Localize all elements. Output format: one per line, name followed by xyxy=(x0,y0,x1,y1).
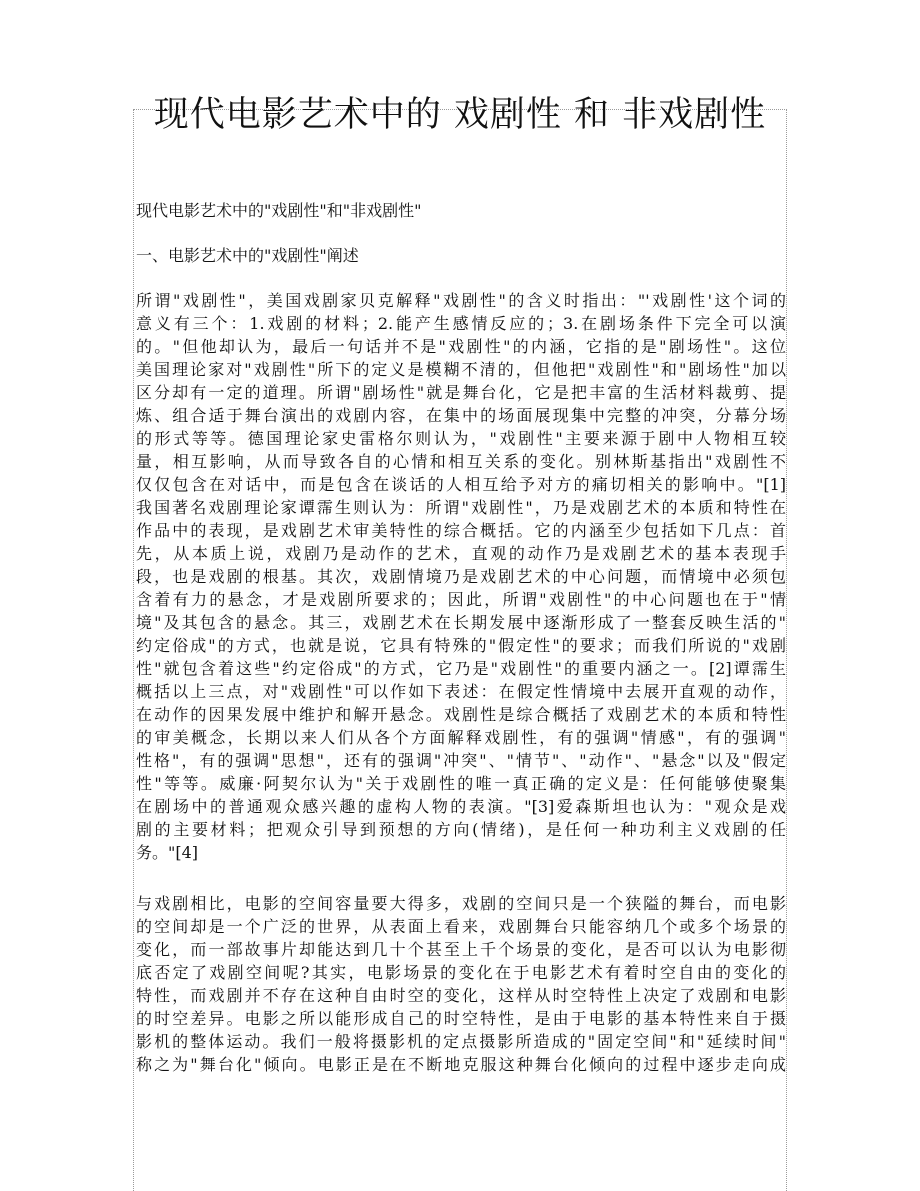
text-line: 性格"，有的强调"思想"，还有的强调"冲突"、"情节"、"动作"、"悬念"以及"假定 xyxy=(136,751,786,770)
page-frame-right xyxy=(786,109,787,1191)
document-title: 现代电影艺术中的 戏剧性 和 非戏剧性 xyxy=(153,95,767,135)
text-line: 底否定了戏剧空间呢?其实，电影场景的变化在于电影艺术有着时空自由的变化的 xyxy=(136,963,786,982)
text-line: 的空间却是一个广泛的世界，从表面上看来，戏剧舞台只能容纳几个或多个场景的 xyxy=(136,917,786,936)
text-line: 先，从本质上说，戏剧乃是动作的艺术，直观的动作乃是戏剧艺术的基本表现手 xyxy=(136,544,786,563)
section-heading: 一、电影艺术中的"戏剧性"阐述 xyxy=(136,246,359,265)
text-line: 概括以上三点，对"戏剧性"可以作如下表述：在假定性情境中去展开直观的动作， xyxy=(136,682,786,701)
text-line: 量，相互影响，从而导致各自的心情和相互关系的变化。别林斯基指出"戏剧性不 xyxy=(136,452,786,471)
text-line: 美国理论家对"戏剧性"所下的定义是模糊不清的，但他把"戏剧性"和"剧场性"加以 xyxy=(136,360,786,379)
text-line: 与戏剧相比，电影的空间容量要大得多，戏剧的空间只是一个狭隘的舞台，而电影 xyxy=(136,894,786,913)
text-line: 的形式等等。德国理论家史雷格尔则认为，"戏剧性"主要来源于剧中人物相互较 xyxy=(136,429,786,448)
text-line: 作品中的表现，是戏剧艺术审美特性的综合概括。它的内涵至少包括如下几点：首 xyxy=(136,521,786,540)
text-line: 务。"[4] xyxy=(136,843,199,862)
text-line: 的。"但他却认为，最后一句话并不是"戏剧性"的内涵，它指的是"剧场性"。这位 xyxy=(136,337,786,356)
document-subtitle: 现代电影艺术中的"戏剧性"和"非戏剧性" xyxy=(136,201,422,220)
text-line: 所谓"戏剧性"，美国戏剧家贝克解释"戏剧性"的含义时指出："'戏剧性'这个词的 xyxy=(136,291,786,310)
text-line: 炼、组合适于舞台演出的戏剧内容，在集中的场面展现集中完整的冲突，分幕分场 xyxy=(136,406,786,425)
text-line: 剧的主要材料；把观众引导到预想的方向(情绪)，是任何一种功利主义戏剧的任 xyxy=(136,820,786,839)
text-line: 仅仅包含在对话中，而是包含在谈话的人相互给予对方的痛切相关的影响中。"[1] xyxy=(136,475,786,494)
text-line: 约定俗成"的方式，也就是说，它具有特殊的"假定性"的要求；而我们所说的"戏剧 xyxy=(136,636,786,655)
text-line: 我国著名戏剧理论家谭霈生则认为：所谓"戏剧性"，乃是戏剧艺术的本质和特性在 xyxy=(136,498,786,517)
text-line: 的时空差异。电影之所以能形成自己的时空特性，是由于电影的基本特性来自于摄 xyxy=(136,1009,786,1028)
text-line: 变化，而一部故事片却能达到几十个甚至上千个场景的变化，是否可以认为电影彻 xyxy=(136,940,786,959)
text-line: 特性，而戏剧并不存在这种自由时空的变化，这样从时空特性上决定了戏剧和电影 xyxy=(136,986,786,1005)
text-line: 意义有三个：1.戏剧的材料；2.能产生感情反应的；3.在剧场条件下完全可以演 xyxy=(136,314,786,333)
text-line: 区分却有一定的道理。所谓"剧场性"就是舞台化，它是把丰富的生活材料裁剪、提 xyxy=(136,383,786,402)
text-line: 性"就包含着这些"约定俗成"的方式，它乃是"戏剧性"的重要内涵之一。[2]谭霈生 xyxy=(136,659,786,678)
text-line: 在剧场中的普通观众感兴趣的虚构人物的表演。"[3]爱森斯坦也认为："观众是戏 xyxy=(136,797,786,816)
text-line: 称之为"舞台化"倾向。电影正是在不断地克服这种舞台化倾向的过程中逐步走向成 xyxy=(136,1055,786,1074)
text-line: 含着有力的悬念，才是戏剧所要求的；因此，所谓"戏剧性"的中心问题也在于"情 xyxy=(136,590,786,609)
text-line: 影机的整体运动。我们一般将摄影机的定点摄影所造成的"固定空间"和"延续时间" xyxy=(136,1032,786,1051)
text-line: 段，也是戏剧的根基。其次，戏剧情境乃是戏剧艺术的中心问题，而情境中必须包 xyxy=(136,567,786,586)
page-frame-left xyxy=(133,109,134,1191)
text-line: 性"等等。威廉·阿契尔认为"关于戏剧性的唯一真正确的定义是：任何能够使聚集 xyxy=(136,774,786,793)
text-line: 的审美概念，长期以来人们从各个方面解释戏剧性，有的强调"情感"，有的强调" xyxy=(136,728,786,747)
text-line: 境"及其包含的悬念。其三，戏剧艺术在长期发展中逐渐形成了一整套反映生活的" xyxy=(136,613,786,632)
text-line: 在动作的因果发展中维护和解开悬念。戏剧性是综合概括了戏剧艺术的本质和特性 xyxy=(136,705,786,724)
